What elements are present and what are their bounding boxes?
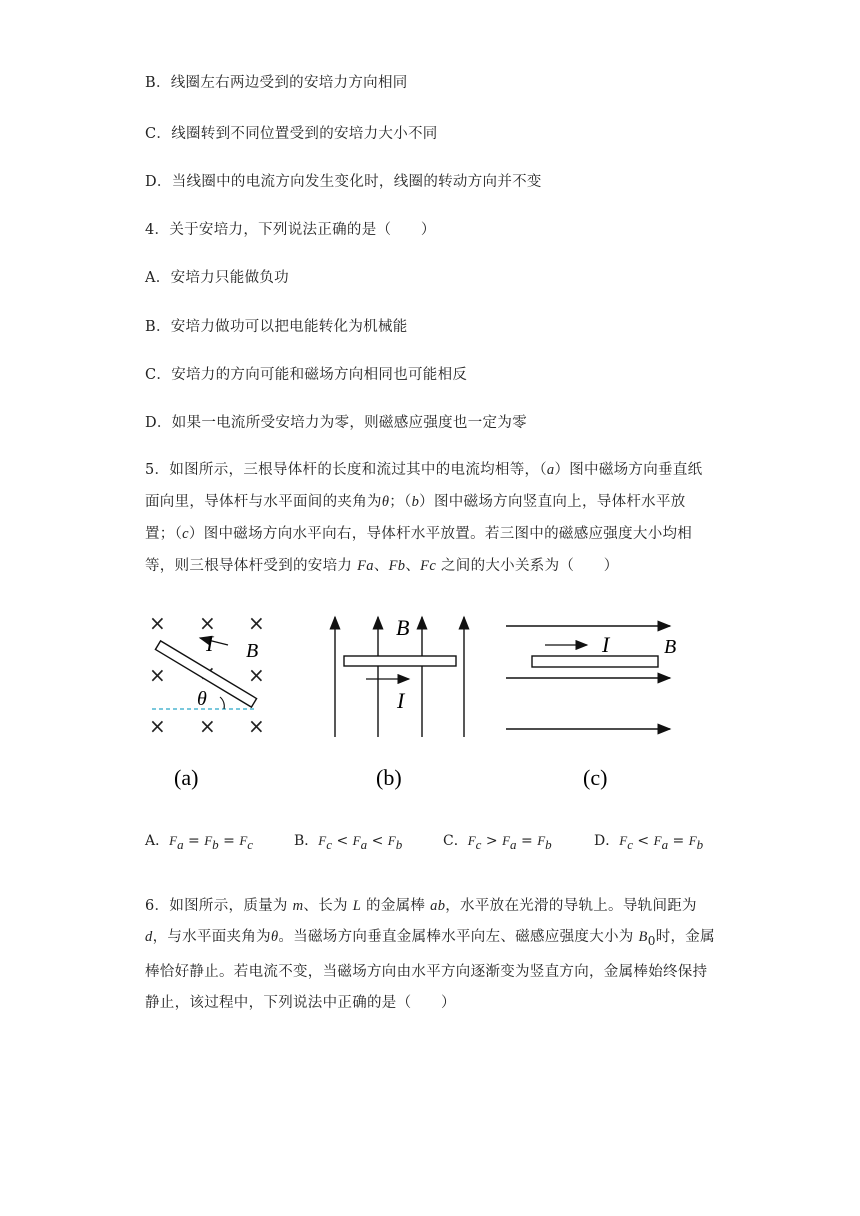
field-label-a: B	[246, 640, 259, 662]
horizontal-rod-b	[344, 656, 456, 666]
cross-mark: ×	[248, 611, 265, 635]
cross-mark: ×	[199, 714, 216, 738]
current-arrow-a	[200, 638, 228, 645]
q5-figure-svg	[140, 605, 700, 805]
angle-arc	[220, 697, 224, 709]
q4-stem: 4．关于安培力，下列说法正确的是（ ）	[145, 222, 436, 238]
field-label-b: B	[396, 615, 410, 640]
cross-mark: ×	[149, 714, 166, 738]
q3-option-b: B．线圈左右两边受到的安培力方向相同	[145, 75, 408, 91]
q3-option-d: D．当线圈中的电流方向发生变化时，线圈的转动方向并不变	[145, 174, 542, 190]
q5-choice-c: C．$F_c > F_a = F_b$	[443, 833, 552, 852]
angle-label-theta: θ	[197, 688, 207, 710]
current-label-b: I	[397, 688, 405, 713]
label-c: (c)	[583, 765, 608, 790]
cross-mark: ×	[149, 611, 166, 635]
q4-option-d: D．如果一电流所受安培力为零，则磁感应强度也一定为零	[145, 415, 527, 431]
cross-mark: ×	[248, 663, 265, 687]
current-label-a: I	[206, 631, 214, 656]
q4-option-c: C．安培力的方向可能和磁场方向相同也可能相反	[145, 367, 468, 383]
q4-option-a: A．安培力只能做负功	[145, 270, 289, 286]
label-b: (b)	[376, 765, 402, 790]
cross-mark: ×	[248, 714, 265, 738]
q6-stem: 6．如图所示，质量为 m、长为 L 的金属棒 ab，水平放在光滑的导轨上。导轨间距为 d，与水平面夹角为θ。当磁场方向垂直金属棒水平向左、磁感应强度大小为 $B_0$时，金属棒恰好静止。若电流不变，当磁场方向由水平方向逐渐变为竖直方向，金属棒始终保持静止，该过程中，下列说法中正确的是（ ）	[145, 898, 715, 1011]
current-label-c: I	[602, 632, 610, 657]
q4-option-b: B．安培力做功可以把电能转化为机械能	[145, 319, 408, 335]
cross-mark: ×	[199, 611, 216, 635]
q3-option-c: C．线圈转到不同位置受到的安培力大小不同	[145, 126, 438, 142]
field-label-c: B	[664, 636, 677, 658]
q5-stem: 5．如图所示，三根导体杆的长度和流过其中的电流均相等，（a）图中磁场方向垂直纸面向里，导体杆与水平面间的夹角为θ；（b）图中磁场方向竖直向上，导体杆水平放置；（c）图中磁场方向水平向右，导体杆水平放置。若三图中的磁感应强度大小均相等，则三根导体杆受到的安培力 Fa、Fb、Fc 之间的大小关系为（ ）	[145, 462, 703, 574]
field-lines-c	[506, 626, 670, 729]
q5-choice-a: A．$F_a = F_b = F_c$	[145, 833, 254, 852]
label-a: (a)	[174, 765, 199, 790]
q5-choice-d: D．$F_c < F_a = F_b$	[594, 833, 704, 852]
q5-figure	[140, 605, 700, 809]
horizontal-rod-c	[532, 656, 658, 667]
q5-choice-b: B．$F_c < F_a < F_b$	[294, 833, 403, 852]
cross-mark: ×	[149, 663, 166, 687]
